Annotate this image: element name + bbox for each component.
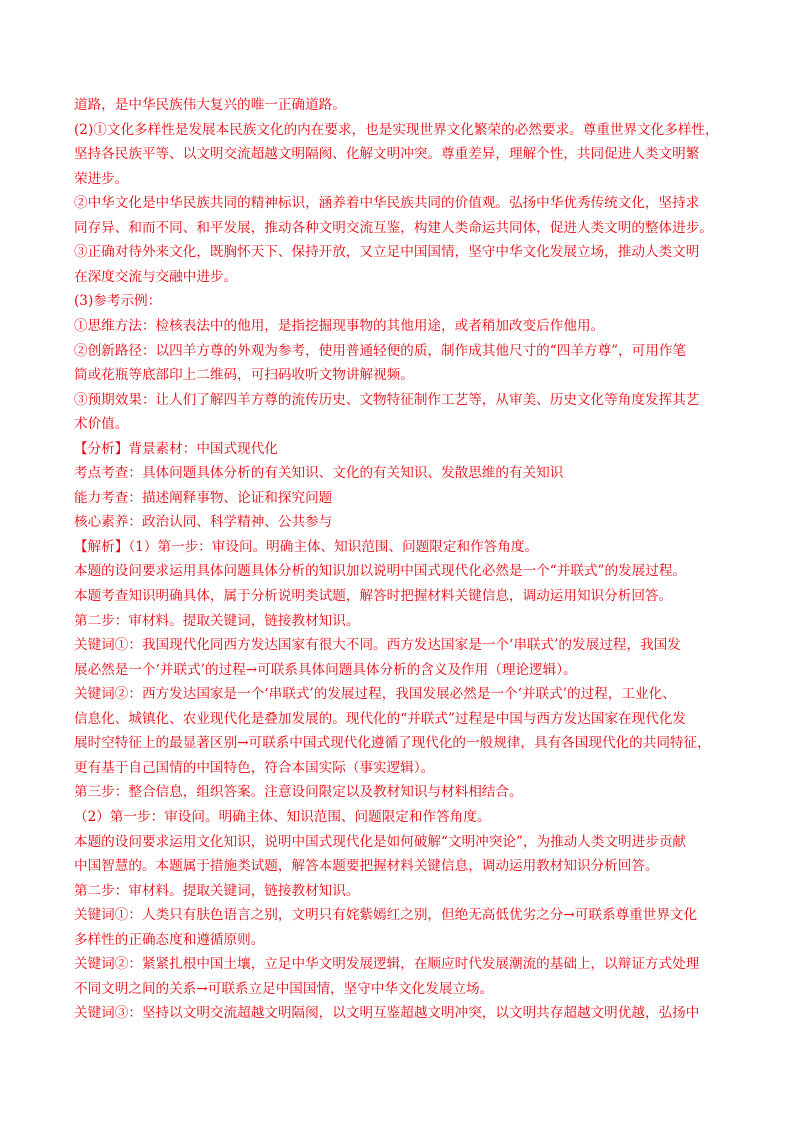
text-line: 核心素养：政治认同、科学精神、公共参与 xyxy=(74,514,333,531)
text-line: 多样性的正确态度和遵循原则。 xyxy=(74,931,265,948)
text-line: 坚持各民族平等、以文明交流超越文明隔阂、化解文明冲突。尊重差异，理解个性，共同促进人类文明繁 xyxy=(74,146,700,163)
text-line: 道路，是中华民族伟大复兴的唯一正确道路。 xyxy=(74,97,346,113)
text-line: 【解析】（1）第一步：审设问。明确主体、知识范围、问题限定和作答角度。 xyxy=(74,538,539,555)
text-line: 本题的设问要求运用文化知识，说明中国式现代化是如何破解“文明冲突论”，为推动人类文明进步贡献 xyxy=(74,833,687,850)
text-line: 筒或花瓶等底部印上二维码，可扫码收听文物讲解视频。 xyxy=(74,367,414,384)
text-line: 关键词①：我国现代化同西方发达国家有很大不同。西方发达国家是一个‘串联式’的发展过程，我国发 xyxy=(74,637,681,654)
text-line: 本题的设问要求运用具体问题具体分析的知识加以说明中国式现代化必然是一个“并联式”的发展过程。 xyxy=(74,563,687,580)
text-line: 【分析】背景素材：中国式现代化 xyxy=(74,440,278,457)
text-line: 在深度交流与交融中进步。 xyxy=(74,268,238,285)
text-line: 关键词③：坚持以文明交流超越文明隔阂，以文明互鉴超越文明冲突，以文明共存超越文明优越，弘扬中 xyxy=(74,1005,700,1022)
text-line: 关键词②：西方发达国家是一个‘串联式’的发展过程，我国发展必然是一个‘并联式’的过程，工业化、 xyxy=(74,686,676,703)
text-line: ②中华文化是中华民族共同的精神标识，涵养着中华民族共同的价值观。弘扬中华优秀传统文化，坚持求 xyxy=(74,195,700,212)
text-line: 中国智慧的。本题属于措施类试题，解答本题要把握材料关键信息，调动运用教材知识分析回答。 xyxy=(74,858,659,875)
text-line: 关键词①：人类只有肤色语言之别，文明只有姹紫嫣红之别，但绝无高低优劣之分→可联系尊重世界文化 xyxy=(74,907,698,924)
text-line: 更有基于自己国情的中国特色，符合本国实际（事实逻辑）。 xyxy=(74,759,435,776)
text-line: 同存异、和而不同、和平发展，推动各种文明交流互鉴，构建人类命运共同体，促进人类文明的整体进步。 xyxy=(74,219,713,236)
text-line: ②创新路径：以四羊方尊的外观为参考，使用普通轻便的质，制作成其他尺寸的“四羊方尊”，可用作笔 xyxy=(74,342,687,359)
text-line: 展必然是一个‘并联式’的过程→可联系具体问题具体分析的含义及作用（理论逻辑）。 xyxy=(74,661,577,678)
text-line: 第三步：整合信息，组织答案。注意设问限定以及教材知识与材料相结合。 xyxy=(74,784,523,801)
text-line: 本题考查知识明确具体，属于分析说明类试题，解答时把握材料关键信息，调动运用知识分析回答。 xyxy=(74,588,673,604)
text-line: (2)①文化多样性是发展本民族文化的内在要求，也是实现世界文化繁荣的必然要求。尊重世界文化多样性， xyxy=(74,121,719,138)
text-line: 展时空特征上的最显著区别→可联系中国式现代化遵循了现代化的一般规律，具有各国现代化的共同特征， xyxy=(74,735,711,752)
text-line: ③预期效果：让人们了解四羊方尊的流传历史、文物特征制作工艺等，从审美、历史文化等角度发挥其艺 xyxy=(74,391,700,408)
text-line: 荣进步。 xyxy=(74,170,129,187)
text-line: 第二步：审材料。提取关键词，链接教材知识。 xyxy=(74,612,360,629)
text-line: 术价值。 xyxy=(74,416,129,433)
text-line: 考点考查：具体问题具体分析的有关知识、文化的有关知识、发散思维的有关知识 xyxy=(74,465,564,482)
text-line: 第二步：审材料。提取关键词，链接教材知识。 xyxy=(74,882,360,899)
text-line: 信息化、城镇化、农业现代化是叠加发展的。现代化的“并联式”过程是中国与西方发达国家在现代化发 xyxy=(74,710,687,727)
text-line: ①思维方法：检核表法中的他用，是指挖掘现事物的其他用途，或者稍加改变后作他用。 xyxy=(74,317,605,334)
text-line: （2）第一步：审设问。明确主体、知识范围、问题限定和作答角度。 xyxy=(74,808,491,825)
text-line: 不同文明之间的关系→可联系立足中国国情，坚守中华文化发展立场。 xyxy=(74,980,494,997)
text-line: 能力考查：描述阐释事物、论证和探究问题 xyxy=(74,489,333,506)
text-line: (3)参考示例： xyxy=(74,293,162,310)
text-line: ③正确对待外来文化，既胸怀天下、保持开放，又立足中国国情，坚守中华文化发展立场，推动人类文明 xyxy=(74,244,700,261)
text-line: 关键词②：紧紧扎根中国土壤，立足中华文明发展逻辑，在顺应时代发展潮流的基础上，以辩证方式处理 xyxy=(74,956,700,973)
